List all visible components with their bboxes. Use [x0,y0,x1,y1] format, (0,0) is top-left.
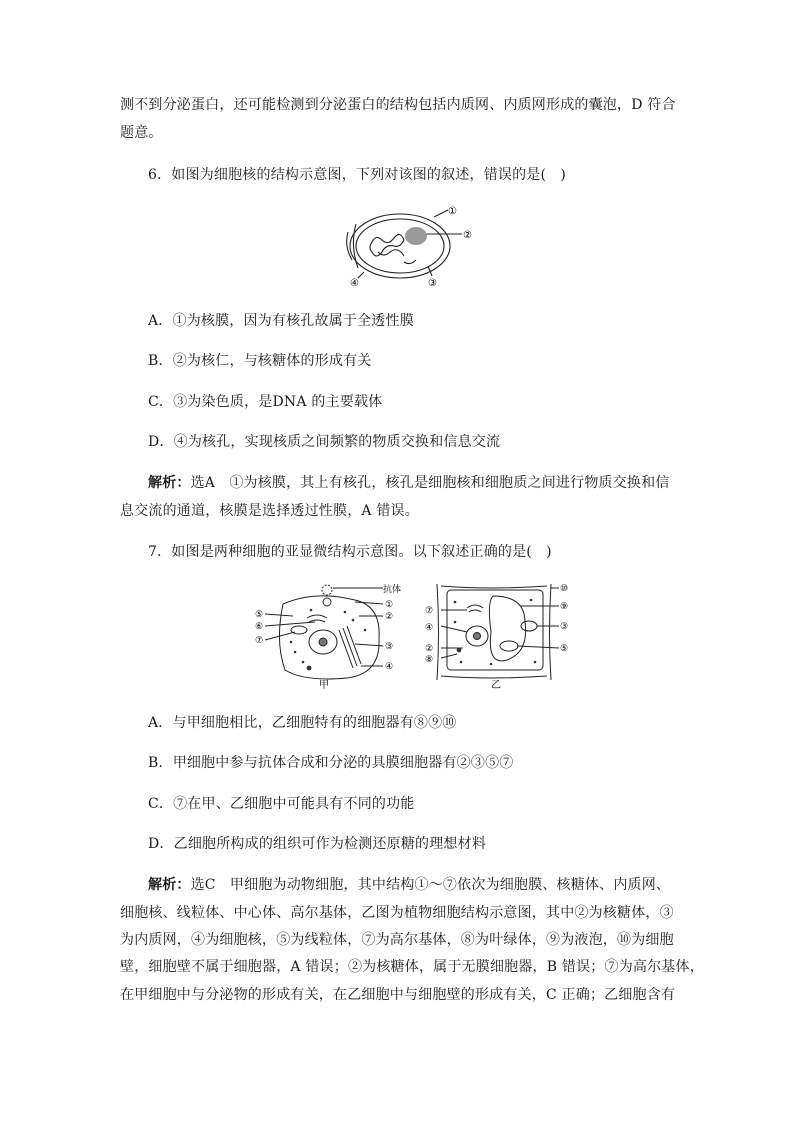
q7-analysis-line-2: 细胞核、线粒体、中心体、高尔基体，乙图为植物细胞结构示意图，其中②为核糖体，③ [120,905,674,921]
cell-b-label-4: ④ [425,623,434,633]
question-6-stem: 6．如图为细胞核的结构示意图，下列对该图的叙述，错误的是( ) [148,167,567,183]
nucleus-label-2: ② [463,230,472,241]
cell-b-label-8: ⑧ [425,655,434,665]
cell-b-label-7: ⑦ [425,606,434,616]
q7-analysis-line-3: 为内质网，④为细胞核，⑤为线粒体，⑦为高尔基体，⑧为叶绿体，⑨为液泡，⑩为细胞 [120,932,674,948]
cell-b-label-3: ③ [560,622,569,632]
q7-analysis-line-1 [148,876,670,894]
cell-b-label-10: ⑩ [560,584,569,594]
q7-option-d: D．乙细胞所构成的组织可作为检测还原糖的理想材料 [148,836,487,852]
nucleus-label-1: ① [448,206,457,217]
intro-line-2: 题意。 [120,125,163,141]
q6-option-b: B．②为核仁，与核糖体的形成有关 [148,353,372,369]
nucleus-diagram [342,202,482,290]
q6-analysis-line-1 [148,474,670,492]
q7-option-b: B．甲细胞中参与抗体合成和分泌的具膜细胞器有②③⑤⑦ [148,755,514,771]
cell-a-label-7: ⑦ [255,636,264,646]
cell-a-label-antibody: 抗体 [383,585,402,595]
cell-b-label-2: ② [425,644,434,654]
cell-b-caption: 乙 [491,680,501,690]
q7-analysis-line-5: 在甲细胞中与分泌物的形成有关，在乙细胞中与细胞壁的形成有关，C 正确；乙细胞含有 [120,987,676,1003]
q7-analysis-label: 解析： [148,877,191,893]
q7-option-c: C．⑦在甲、乙细胞中可能具有不同的功能 [148,796,415,812]
nucleus-label-3: ③ [428,278,437,289]
q6-analysis-line-2: 息交流的通道，核膜是选择透过性膜，A 错误。 [120,503,419,519]
intro-line-1: 测不到分泌蛋白，还可能检测到分泌蛋白的结构包括内质网、内质网形成的囊泡，D 符合 [120,97,676,113]
cell-a-label-3: ③ [385,642,394,652]
cell-a-label-4: ④ [385,662,394,672]
q6-analysis-text: 选A ①为核膜，其上有核孔，核孔是细胞核和细胞质之间进行物质交换和信 [190,475,670,491]
question-7-stem: 7．如图是两种细胞的亚显微结构示意图。以下叙述正确的是( ) [148,544,552,560]
cell-a-label-2: ② [385,612,394,622]
q6-option-a: A．①为核膜，因为有核孔故属于全透性膜 [148,313,414,329]
cell-b-label-5: ⑤ [560,644,569,654]
q7-analysis-text: 选C 甲细胞为动物细胞，其中结构①～⑦依次为细胞膜、核糖体、内质网、 [190,877,671,893]
q6-analysis-label: 解析： [148,475,191,491]
cell-a-label-6: ⑥ [255,622,264,632]
nucleus-label-4: ④ [350,278,359,289]
q7-analysis-line-4: 壁，细胞壁不属于细胞器，A 错误；②为核糖体，属于无膜细胞器，B 错误；⑦为高尔基体， [120,959,704,975]
cell-b-label-9: ⑨ [560,602,569,612]
cell-a-label-1: ① [385,600,394,610]
cell-a-caption: 甲 [319,680,329,690]
q6-option-c: C．③为染色质，是DNA 的主要载体 [148,394,383,410]
cell-a-label-5: ⑤ [255,610,264,620]
two-cells-diagram [255,582,575,690]
q7-option-a: A．与甲细胞相比，乙细胞特有的细胞器有⑧⑨⑩ [148,715,457,731]
q6-option-d: D．④为核孔，实现核质之间频繁的物质交换和信息交流 [148,434,501,450]
